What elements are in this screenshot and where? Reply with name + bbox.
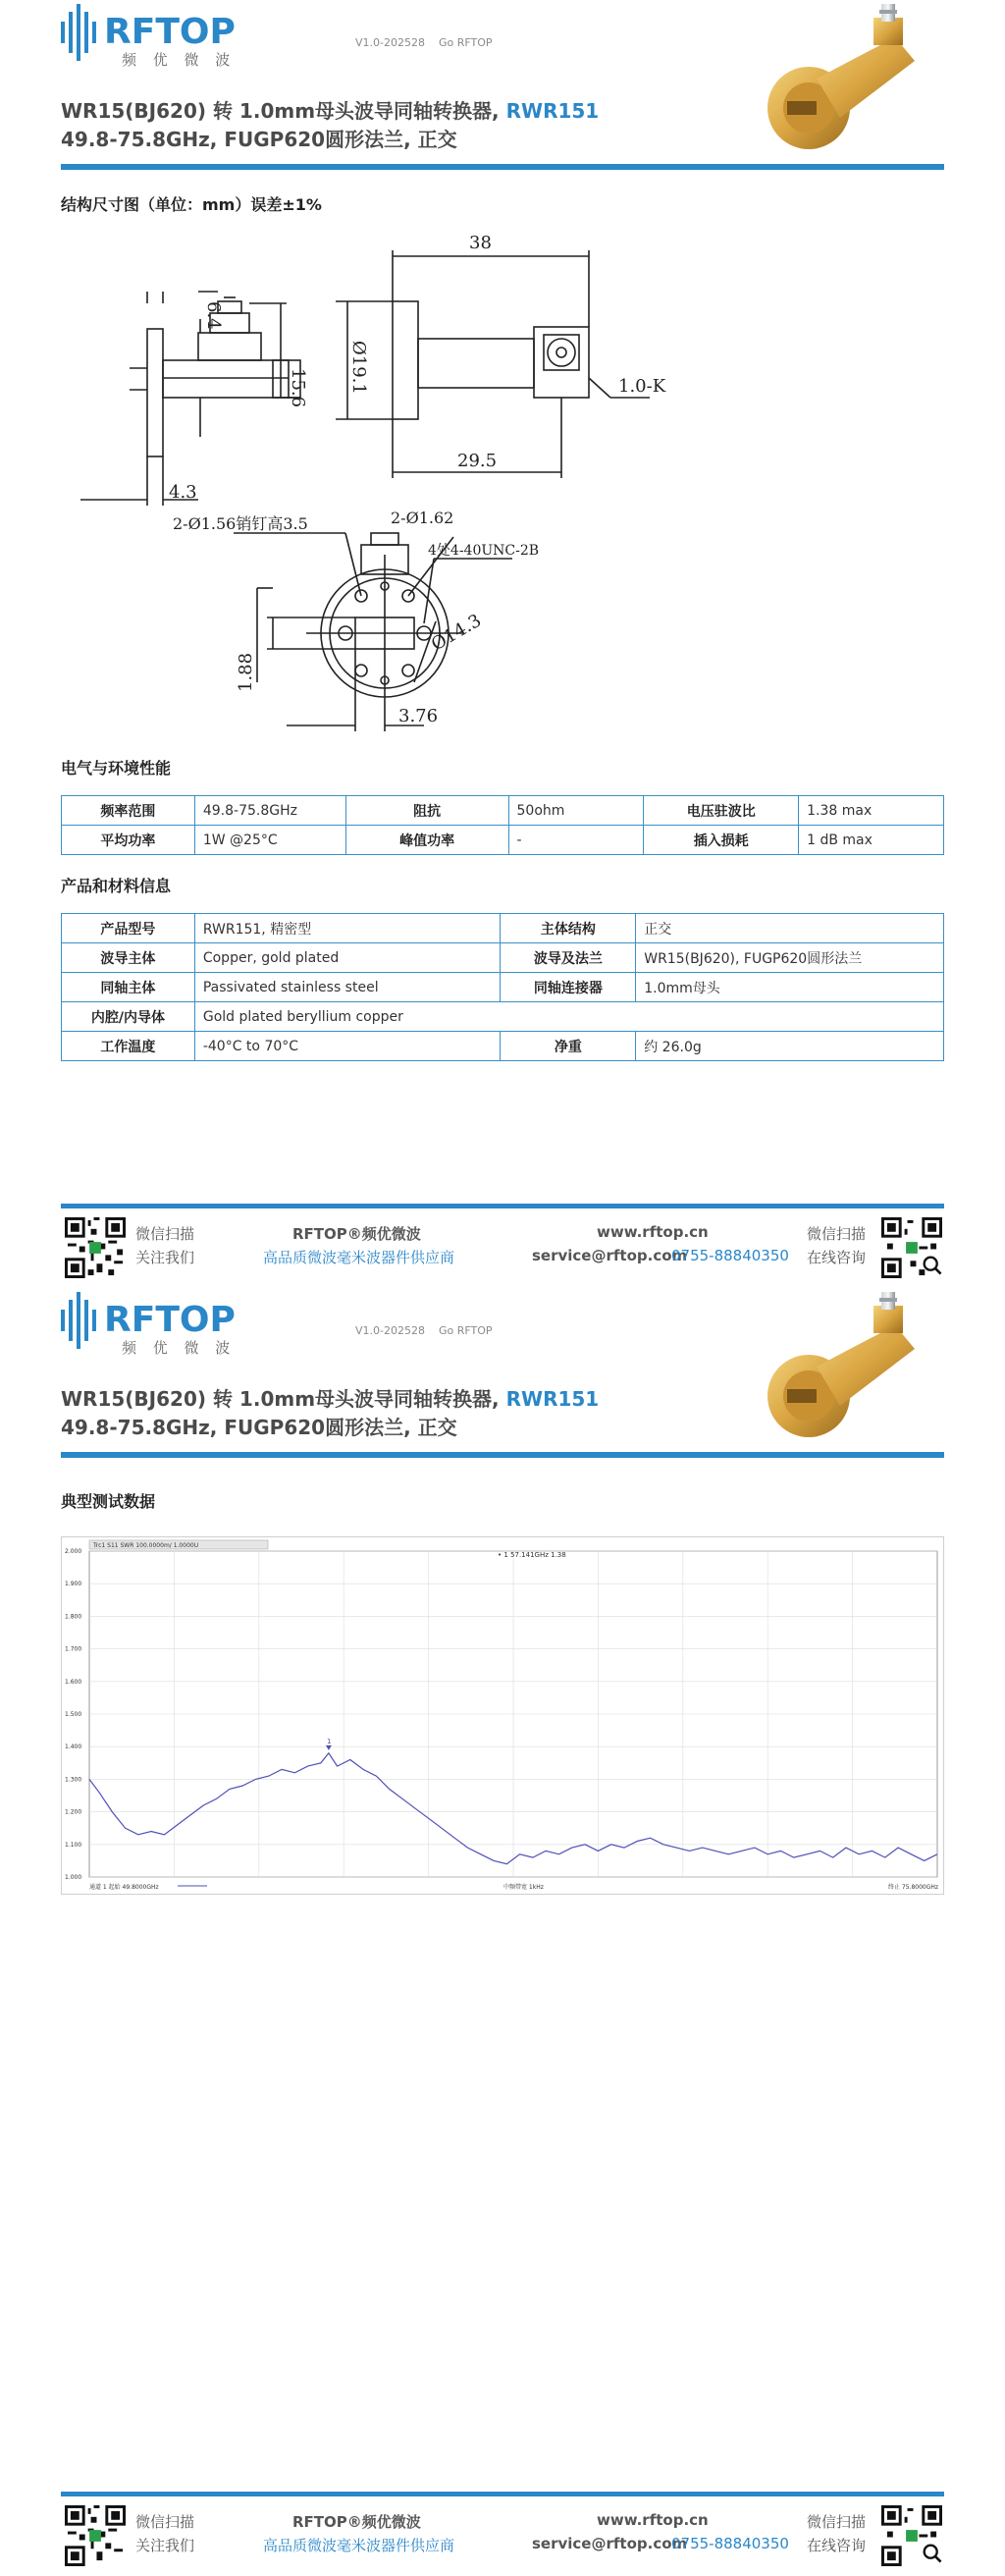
product-title [61, 1383, 599, 1412]
marker-1-label: 1 [326, 1737, 332, 1745]
version-number: V1.0-202528 [355, 36, 425, 49]
email-link[interactable]: service@rftop.com [532, 1247, 688, 1264]
consult-qr-code[interactable] [881, 2505, 942, 2566]
materials-table [61, 913, 944, 1061]
table-row [62, 914, 944, 943]
product-photo [758, 0, 925, 157]
email-link[interactable]: service@rftop.com [532, 2535, 688, 2552]
structure-value: 正交 [636, 914, 944, 943]
version-info [355, 36, 493, 49]
dim-thread: 4处4-40UNC-2B [428, 543, 540, 559]
y-tick-label: 2.000 [65, 1548, 82, 1555]
table-row [62, 826, 944, 855]
dimension-drawing [61, 221, 944, 731]
test-section-title: 典型测试数据 [61, 1492, 156, 1511]
structure-label: 主体结构 [501, 914, 636, 943]
marker-1 [326, 1745, 332, 1750]
model-number: RWR151 [505, 1387, 600, 1411]
brand-link[interactable]: Go RFTOP [438, 36, 493, 49]
website-link[interactable]: www.rftop.cn [597, 2511, 709, 2529]
impedance-label: 阻抗 [345, 796, 508, 826]
version-number: V1.0-202528 [355, 1324, 425, 1337]
y-tick-label: 1.000 [65, 1874, 82, 1881]
dim-1-88: 1.88 [236, 652, 256, 692]
marker-group [326, 1738, 332, 1750]
wechat-qr-code[interactable] [65, 2505, 126, 2566]
table-row [62, 943, 944, 973]
consult-qr-code[interactable] [881, 1217, 942, 1278]
temperature-value: -40°C to 70°C [194, 1032, 501, 1061]
product-title [61, 95, 599, 124]
model-value: RWR151, 精密型 [194, 914, 501, 943]
y-tick-label: 1.700 [65, 1645, 82, 1653]
wechat-scan-text-2: 微信扫描 [807, 1225, 867, 1243]
y-tick-label: 1.900 [65, 1581, 82, 1588]
insertion-loss-label: 插入损耗 [644, 826, 799, 855]
inner-conductor-label: 内腔/内导体 [62, 1002, 195, 1032]
coax-connector-label: 同轴连接器 [501, 973, 636, 1002]
website-link[interactable]: www.rftop.cn [597, 1223, 709, 1241]
model-number: RWR151 [505, 99, 600, 123]
header-rule [61, 1452, 944, 1458]
waveguide-body-value: Copper, gold plated [194, 943, 501, 973]
dim-1-0-k: 1.0-K [618, 376, 666, 397]
dim-hole: 2-Ø1.62 [391, 509, 454, 527]
dim-14-3: Ø14.3 [428, 610, 485, 656]
footer [61, 2492, 944, 2570]
product-photo [758, 1288, 925, 1445]
table-row [62, 1002, 944, 1032]
temperature-label: 工作温度 [62, 1032, 195, 1061]
avg-power-label: 平均功率 [62, 826, 195, 855]
header-rule [61, 164, 944, 170]
table-row [62, 796, 944, 826]
wechat-scan-text: 微信扫描 [135, 2513, 195, 2531]
y-tick-label: 1.600 [65, 1678, 82, 1686]
dim-38: 38 [469, 233, 492, 253]
y-tick-label: 1.500 [65, 1711, 82, 1718]
version-info [355, 1324, 493, 1337]
footer-rule [61, 2492, 944, 2496]
chart-grid [89, 1551, 937, 1877]
vswr-chart-svg [62, 1537, 943, 1894]
dim-pin: 2-Ø1.56销钉高3.5 [173, 514, 308, 533]
company-slogan: 高品质微波毫米波器件供应商 [263, 1249, 455, 1266]
table-row [62, 973, 944, 1002]
impedance-value: 50ohm [508, 796, 644, 826]
y-tick-label: 1.300 [65, 1776, 82, 1784]
marker-readout: • 1 57.141GHz 1.38 [498, 1551, 566, 1559]
peak-power-value: - [508, 826, 644, 855]
peak-power-label: 峰值功率 [345, 826, 508, 855]
avg-power-value: 1W @25°C [194, 826, 345, 855]
wechat-scan-text-2: 微信扫描 [807, 2513, 867, 2531]
freq-value: 49.8-75.8GHz [194, 796, 345, 826]
title-prefix: WR15(BJ620) 转 1.0mm母头波导同轴转换器, [61, 99, 506, 123]
svg-text:RFTOP: RFTOP [104, 12, 236, 52]
electrical-section-title: 电气与环境性能 [61, 759, 172, 778]
y-tick-label: 1.100 [65, 1841, 82, 1849]
electrical-table [61, 795, 944, 855]
materials-section-title: 产品和材料信息 [61, 877, 172, 895]
drawing-section-title: 结构尺寸图（单位：mm）误差±1% [61, 195, 322, 214]
trace-label: Trc1 S11 SWR 100.0000m/ 1.0000U [93, 1542, 199, 1549]
weight-label: 净重 [501, 1032, 636, 1061]
follow-us-text: 关注我们 [135, 2537, 195, 2554]
dim-29-5: 29.5 [457, 451, 498, 471]
flange-value: WR15(BJ620), FUGP620圆形法兰 [636, 943, 944, 973]
insertion-loss-value: 1 dB max [799, 826, 944, 855]
svg-text:频 优 微 波: 频 优 微 波 [122, 51, 237, 69]
company-slogan: 高品质微波毫米波器件供应商 [263, 2537, 455, 2554]
waveguide-body-label: 波导主体 [62, 943, 195, 973]
rftop-logo[interactable] [61, 0, 267, 71]
header [61, 0, 944, 177]
inner-conductor-value: Gold plated beryllium copper [194, 1002, 943, 1032]
svg-text:频 优 微 波: 频 优 微 波 [122, 1339, 237, 1357]
center-label: 中频带宽 1kHz [503, 1884, 544, 1891]
coax-connector-value: 1.0mm母头 [636, 973, 944, 1002]
vswr-label: 电压驻波比 [644, 796, 799, 826]
company-name: RFTOP®频优微波 [292, 1225, 421, 1243]
freq-label: 频率范围 [62, 796, 195, 826]
title-prefix: WR15(BJ620) 转 1.0mm母头波导同轴转换器, [61, 1387, 506, 1411]
company-name: RFTOP®频优微波 [292, 2513, 421, 2531]
table-row [62, 1032, 944, 1061]
dim-15-6: 15.6 [288, 368, 308, 408]
weight-value: 约 26.0g [636, 1032, 944, 1061]
flange-label: 波导及法兰 [501, 943, 636, 973]
svg-text:RFTOP: RFTOP [104, 1300, 236, 1340]
wechat-qr-code[interactable] [65, 1217, 126, 1278]
rftop-logo[interactable] [61, 1288, 267, 1359]
y-tick-label: 1.400 [65, 1744, 82, 1751]
chart-ticks [65, 1548, 81, 1881]
dim-6-4: 6.4 [203, 301, 224, 330]
model-label: 产品型号 [62, 914, 195, 943]
footer-rule [61, 1204, 944, 1208]
wechat-scan-text: 微信扫描 [135, 1225, 195, 1243]
phone-number[interactable]: 0755-88840350 [671, 2535, 789, 2552]
stop-label: 终止 75.8000GHz [888, 1884, 939, 1891]
phone-number[interactable]: 0755-88840350 [671, 1247, 789, 1264]
dim-4-3: 4.3 [169, 482, 197, 503]
product-subtitle: 49.8-75.8GHz, FUGP620圆形法兰, 正交 [61, 128, 457, 151]
footer [61, 1204, 944, 1282]
brand-link[interactable]: Go RFTOP [438, 1324, 493, 1337]
y-tick-label: 1.800 [65, 1613, 82, 1621]
dim-19-1: Ø19.1 [348, 341, 369, 395]
vswr-chart [61, 1536, 944, 1895]
start-label: 通道 1 起始 49.8000GHz [89, 1884, 159, 1891]
follow-us-text: 关注我们 [135, 1249, 195, 1266]
online-consult-text: 在线咨询 [807, 1249, 867, 1266]
vswr-value: 1.38 max [799, 796, 944, 826]
page-2 [0, 1288, 1005, 2576]
coax-body-value: Passivated stainless steel [194, 973, 501, 1002]
coax-body-label: 同轴主体 [62, 973, 195, 1002]
header [61, 1288, 944, 1465]
online-consult-text: 在线咨询 [807, 2537, 867, 2554]
product-subtitle: 49.8-75.8GHz, FUGP620圆形法兰, 正交 [61, 1416, 457, 1439]
dim-3-76: 3.76 [398, 706, 439, 726]
y-tick-label: 1.200 [65, 1808, 82, 1816]
